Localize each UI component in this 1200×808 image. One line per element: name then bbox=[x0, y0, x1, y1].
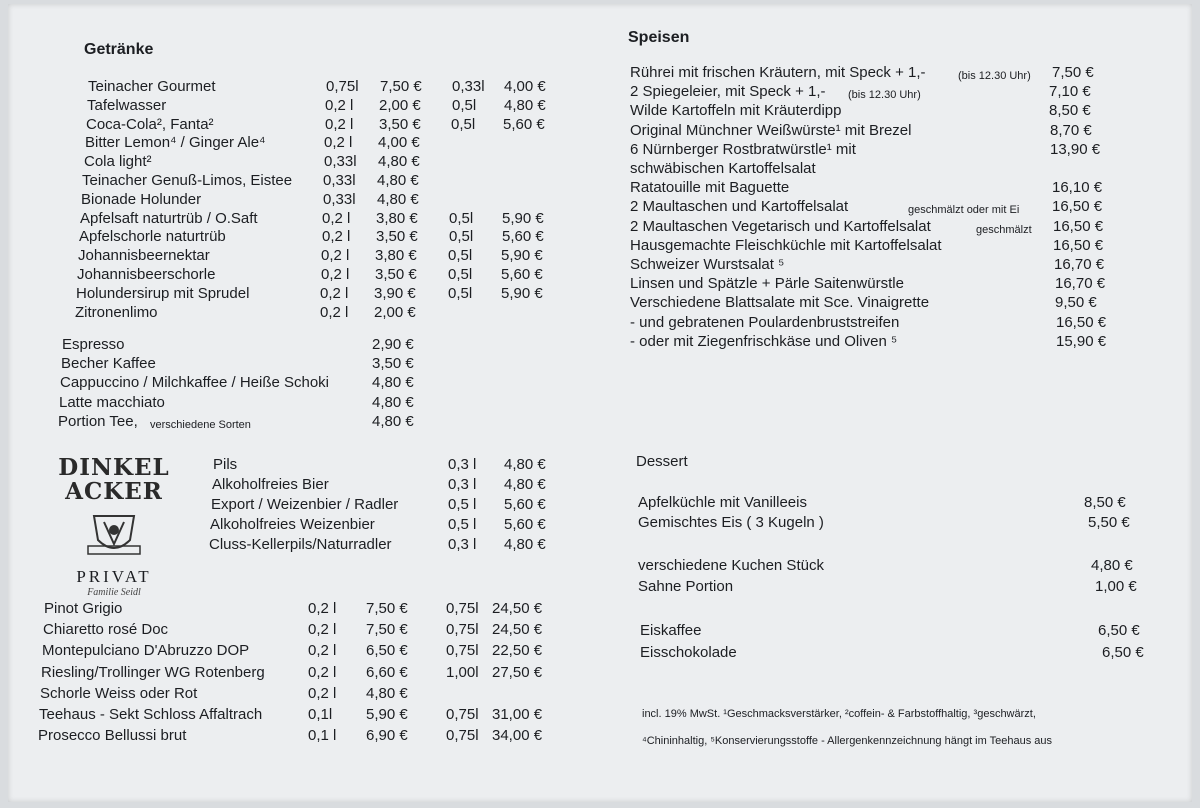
food-row-name: Wilde Kartoffeln mit Kräuterdipp bbox=[630, 102, 842, 120]
drink-row-name: Bitter Lemon⁴ / Ginger Ale⁴ bbox=[85, 134, 266, 152]
drink-row-price-small: 3,50 € bbox=[375, 266, 417, 283]
wine-row-price-large: 24,50 € bbox=[492, 621, 543, 639]
wine-row-size-small: 0,2 l bbox=[308, 684, 337, 702]
food-row-note: (bis 12.30 Uhr) bbox=[848, 89, 921, 102]
food-row-price: 16,50 € bbox=[1053, 217, 1104, 235]
wine-row-size-small: 0,2 l bbox=[308, 621, 337, 639]
dinkelacker-logo bbox=[58, 456, 170, 606]
wine-row-size-large: 0,75l bbox=[446, 621, 479, 639]
drink-row-name: Tafelwasser bbox=[87, 96, 167, 114]
beer-row-name: Cluss-Kellerpils/Naturradler bbox=[209, 536, 392, 553]
dessert-row-name: verschiedene Kuchen Stück bbox=[638, 557, 824, 574]
food-row-name: Ratatouille mit Baguette bbox=[630, 179, 790, 197]
wine-row-price-large: 22,50 € bbox=[492, 642, 543, 660]
food-row-name: Rührei mit frischen Kräutern, mit Speck + 1,- bbox=[630, 64, 926, 81]
food-row-name: Schweizer Wurstsalat ⁵ bbox=[630, 256, 785, 273]
drink-row-name: Cola light² bbox=[84, 153, 152, 171]
food-row-name: 2 Maultaschen Vegetarisch und Kartoffelsalat bbox=[630, 217, 931, 235]
drink-row-size-small: 0,2 l bbox=[325, 96, 354, 114]
drink-row-size-small: 0,2 l bbox=[320, 284, 349, 302]
food-row-name: Original Münchner Weißwürste¹ mit Brezel bbox=[630, 121, 912, 139]
wine-row-size-small: 0,1l bbox=[308, 706, 333, 723]
menu-sheet bbox=[8, 4, 1192, 802]
coffee-row-name: Espresso bbox=[62, 336, 125, 353]
food-row-price: 16,50 € bbox=[1052, 198, 1103, 216]
drink-row-size-small: 0,2 l bbox=[322, 209, 351, 227]
food-row-price: 8,70 € bbox=[1050, 121, 1092, 139]
dessert-row-name: Eisschokolade bbox=[640, 644, 737, 661]
wine-row-size-large: 0,75l bbox=[446, 706, 479, 723]
drink-row-size-large: 0,5l bbox=[452, 96, 477, 114]
drink-row-size-small: 0,2 l bbox=[325, 115, 354, 133]
wine-row-price-small: 5,90 € bbox=[366, 706, 408, 723]
drink-row-name: Apfelschorle naturtrüb bbox=[79, 228, 226, 246]
drink-row-price-small: 3,80 € bbox=[376, 209, 418, 227]
wine-row-size-small: 0,2 l bbox=[308, 600, 337, 617]
drink-row-price-small: 3,90 € bbox=[374, 284, 416, 302]
drink-row-name: Teinacher Gourmet bbox=[88, 78, 216, 95]
food-row-price: 7,50 € bbox=[1052, 64, 1094, 81]
drink-row-size-large: 0,5l bbox=[449, 228, 474, 246]
food-row-price: 13,90 € bbox=[1050, 140, 1101, 158]
drink-row-size-large: 0,5l bbox=[448, 247, 473, 265]
food-row-price: 16,10 € bbox=[1052, 179, 1103, 197]
drink-row-name: Zitronenlimo bbox=[75, 303, 158, 321]
wine-row-price-large: 31,00 € bbox=[492, 706, 543, 723]
dessert-row-name: Eiskaffee bbox=[640, 622, 702, 639]
logo-signature: Familie Seidl bbox=[87, 587, 141, 598]
beer-row-price: 4,80 € bbox=[504, 456, 546, 473]
food-row-price: 16,50 € bbox=[1056, 313, 1107, 331]
beer-row-size: 0,3 l bbox=[448, 476, 477, 493]
dessert-row-price: 4,80 € bbox=[1091, 557, 1133, 574]
drink-row-name: Johannisbeerschorle bbox=[77, 266, 216, 283]
coffee-row-price: 3,50 € bbox=[372, 355, 414, 373]
wine-row-price-small: 7,50 € bbox=[366, 621, 408, 639]
wine-row-price-small: 6,60 € bbox=[366, 663, 408, 681]
dessert-row-price: 6,50 € bbox=[1102, 644, 1144, 661]
wine-row-name: Teehaus - Sekt Schloss Affaltrach bbox=[39, 706, 263, 723]
dessert-row-name: Apfelküchle mit Vanilleeis bbox=[638, 494, 807, 511]
drink-row-price-large: 4,80 € bbox=[504, 96, 546, 114]
drink-row-price-small: 4,80 € bbox=[377, 190, 419, 208]
food-row-name: Hausgemachte Fleischküchle mit Kartoffelsalat bbox=[630, 236, 942, 254]
drink-row-price-large: 5,60 € bbox=[502, 228, 544, 246]
wine-row-size-large: 0,75l bbox=[446, 642, 479, 660]
beer-row-size: 0,3 l bbox=[448, 536, 477, 553]
coffee-row-price: 4,80 € bbox=[372, 393, 414, 411]
footnote-line2: ⁴Chininhaltig, ⁵Konservierungsstoffe - Allergenkennzeichnung hängt im Teehaus aus bbox=[642, 735, 1053, 747]
food-row-price: 8,50 € bbox=[1049, 102, 1091, 120]
food-row-price: 9,50 € bbox=[1055, 294, 1097, 312]
drink-row-price-large: 4,00 € bbox=[504, 78, 546, 95]
wine-row-size-small: 0,2 l bbox=[308, 663, 337, 681]
food-row-name: schwäbischen Kartoffelsalat bbox=[630, 160, 816, 177]
drink-row-size-small: 0,33l bbox=[323, 190, 356, 208]
drink-row-size-small: 0,2 l bbox=[321, 266, 350, 283]
logo-privat: PRIVAT bbox=[76, 567, 152, 586]
drink-row-name: Coca-Cola², Fanta² bbox=[86, 115, 214, 133]
wine-row-price-small: 4,80 € bbox=[366, 684, 408, 702]
beer-row-size: 0,3 l bbox=[448, 456, 477, 473]
wine-row-name: Pinot Grigio bbox=[44, 600, 123, 617]
wine-row-price-large: 34,00 € bbox=[492, 727, 543, 745]
coffee-row-name: Portion Tee, bbox=[58, 412, 138, 430]
drink-row-size-small: 0,2 l bbox=[320, 303, 349, 321]
wine-row-price-large: 24,50 € bbox=[492, 600, 543, 617]
food-row-price: 15,90 € bbox=[1056, 332, 1107, 350]
drink-row-price-small: 2,00 € bbox=[379, 96, 421, 114]
drink-row-name: Holundersirup mit Sprudel bbox=[76, 284, 250, 302]
beer-row-price: 4,80 € bbox=[504, 476, 546, 493]
beer-row-size: 0,5 l bbox=[448, 516, 477, 533]
coffee-row-price: 4,80 € bbox=[372, 374, 414, 392]
beer-row-price: 5,60 € bbox=[504, 516, 546, 533]
food-row-price: 16,70 € bbox=[1055, 275, 1106, 293]
wine-row-name: Schorle Weiss oder Rot bbox=[40, 684, 198, 702]
food-heading: Speisen bbox=[628, 29, 690, 46]
food-row-name: Linsen und Spätzle + Pärle Saitenwürstle bbox=[630, 275, 904, 293]
coffee-row-name: Cappuccino / Milchkaffee / Heiße Schoki bbox=[60, 374, 330, 392]
drink-row-price-small: 3,50 € bbox=[376, 228, 418, 246]
wine-row-price-small: 6,50 € bbox=[366, 642, 408, 660]
drink-row-price-large: 5,60 € bbox=[503, 115, 545, 133]
wine-row-name: Chiaretto rosé Doc bbox=[43, 621, 169, 639]
coffee-row-price: 4,80 € bbox=[372, 412, 414, 430]
food-row-name: 2 Spiegeleier, mit Speck + 1,- bbox=[630, 83, 826, 101]
beer-row-name: Alkoholfreies Bier bbox=[212, 476, 329, 493]
drink-row-size-small: 0,75l bbox=[326, 78, 359, 95]
food-row-note: (bis 12.30 Uhr) bbox=[958, 70, 1031, 82]
beer-row-name: Alkoholfreies Weizenbier bbox=[210, 516, 375, 533]
wine-row-size-large: 0,75l bbox=[446, 727, 479, 745]
food-row-name: - oder mit Ziegenfrischkäse und Oliven ⁵ bbox=[630, 332, 898, 350]
food-row-price: 7,10 € bbox=[1049, 83, 1091, 101]
drink-row-size-small: 0,2 l bbox=[321, 247, 350, 265]
footnote-line1: incl. 19% MwSt. ¹Geschmacksverstärker, ²coffein- & Farbstoffhaltig, ³geschwärzt, bbox=[642, 708, 1036, 720]
food-row-price: 16,50 € bbox=[1053, 236, 1104, 254]
beer-row-name: Export / Weizenbier / Radler bbox=[211, 496, 399, 513]
coffee-row-price: 2,90 € bbox=[372, 336, 414, 353]
drink-row-name: Johannisbeernektar bbox=[78, 247, 210, 265]
wine-row-size-large: 0,75l bbox=[446, 600, 479, 617]
wine-row-price-large: 27,50 € bbox=[492, 663, 543, 681]
wine-row-name: Riesling/Trollinger WG Rotenberg bbox=[41, 663, 265, 681]
drink-row-price-small: 3,80 € bbox=[375, 247, 417, 265]
food-row-name: - und gebratenen Poulardenbruststreifen bbox=[630, 313, 900, 331]
wine-row-name: Prosecco Bellussi brut bbox=[38, 727, 187, 745]
crest-icon bbox=[86, 510, 142, 558]
wine-row-size-small: 0,1 l bbox=[308, 727, 337, 745]
food-row-price: 16,70 € bbox=[1054, 256, 1105, 273]
drink-row-name: Bionade Holunder bbox=[81, 190, 202, 208]
drink-row-size-large: 0,33l bbox=[452, 78, 485, 95]
drink-row-size-large: 0,5l bbox=[448, 284, 473, 302]
food-row-name: 2 Maultaschen und Kartoffelsalat bbox=[630, 198, 849, 216]
drink-row-size-large: 0,5l bbox=[448, 266, 473, 283]
drink-row-price-small: 4,00 € bbox=[378, 134, 420, 152]
dessert-row-name: Sahne Portion bbox=[638, 578, 734, 595]
drink-row-price-small: 2,00 € bbox=[374, 303, 416, 321]
drink-row-price-small: 7,50 € bbox=[380, 78, 422, 95]
beer-row-size: 0,5 l bbox=[448, 496, 477, 513]
drink-row-price-large: 5,90 € bbox=[501, 284, 543, 302]
coffee-row-note: verschiedene Sorten bbox=[150, 418, 251, 431]
food-row-note: geschmälzt oder mit Ei bbox=[908, 204, 1020, 217]
drink-row-size-small: 0,33l bbox=[324, 153, 357, 171]
wine-row-price-small: 6,90 € bbox=[366, 727, 408, 745]
dessert-row-price: 6,50 € bbox=[1098, 622, 1140, 639]
drink-row-price-large: 5,90 € bbox=[502, 209, 544, 227]
drink-row-name: Teinacher Genuß-Limos, Eistee bbox=[82, 172, 293, 189]
coffee-row-name: Latte macchiato bbox=[59, 393, 165, 411]
food-row-name: Verschiedene Blattsalate mit Sce. Vinaigrette bbox=[630, 294, 930, 312]
drink-row-name: Apfelsaft naturtrüb / O.Saft bbox=[80, 209, 258, 227]
wine-row-price-small: 7,50 € bbox=[366, 600, 408, 617]
drink-row-price-small: 4,80 € bbox=[378, 153, 420, 171]
logo-brand: DINKEL ACKER bbox=[58, 454, 170, 505]
drink-row-price-small: 4,80 € bbox=[377, 172, 419, 189]
beer-row-name: Pils bbox=[213, 456, 238, 473]
wine-row-size-small: 0,2 l bbox=[308, 642, 337, 660]
dessert-row-name: Gemischtes Eis ( 3 Kugeln ) bbox=[638, 514, 824, 531]
drinks-heading: Getränke bbox=[84, 41, 154, 58]
drink-row-size-small: 0,2 l bbox=[322, 228, 351, 246]
dessert-row-price: 1,00 € bbox=[1095, 578, 1137, 595]
drink-row-price-small: 3,50 € bbox=[379, 115, 421, 133]
drink-row-size-small: 0,33l bbox=[323, 172, 356, 189]
drink-row-size-large: 0,5l bbox=[449, 209, 474, 227]
wine-row-name: Montepulciano D'Abruzzo DOP bbox=[42, 642, 250, 660]
dessert-heading: Dessert bbox=[636, 453, 688, 470]
beer-row-price: 4,80 € bbox=[504, 536, 546, 553]
coffee-row-name: Becher Kaffee bbox=[61, 355, 156, 373]
beer-row-price: 5,60 € bbox=[504, 496, 546, 513]
drink-row-size-small: 0,2 l bbox=[324, 134, 353, 152]
food-row-note: geschmälzt bbox=[976, 223, 1032, 236]
food-row-name: 6 Nürnberger Rostbratwürstle¹ mit bbox=[630, 140, 856, 158]
drink-row-price-large: 5,60 € bbox=[501, 266, 543, 283]
dessert-row-price: 5,50 € bbox=[1088, 514, 1130, 531]
dessert-row-price: 8,50 € bbox=[1084, 494, 1126, 511]
drink-row-size-large: 0,5l bbox=[451, 115, 476, 133]
drink-row-price-large: 5,90 € bbox=[501, 247, 543, 265]
wine-row-size-large: 1,00l bbox=[446, 663, 479, 681]
